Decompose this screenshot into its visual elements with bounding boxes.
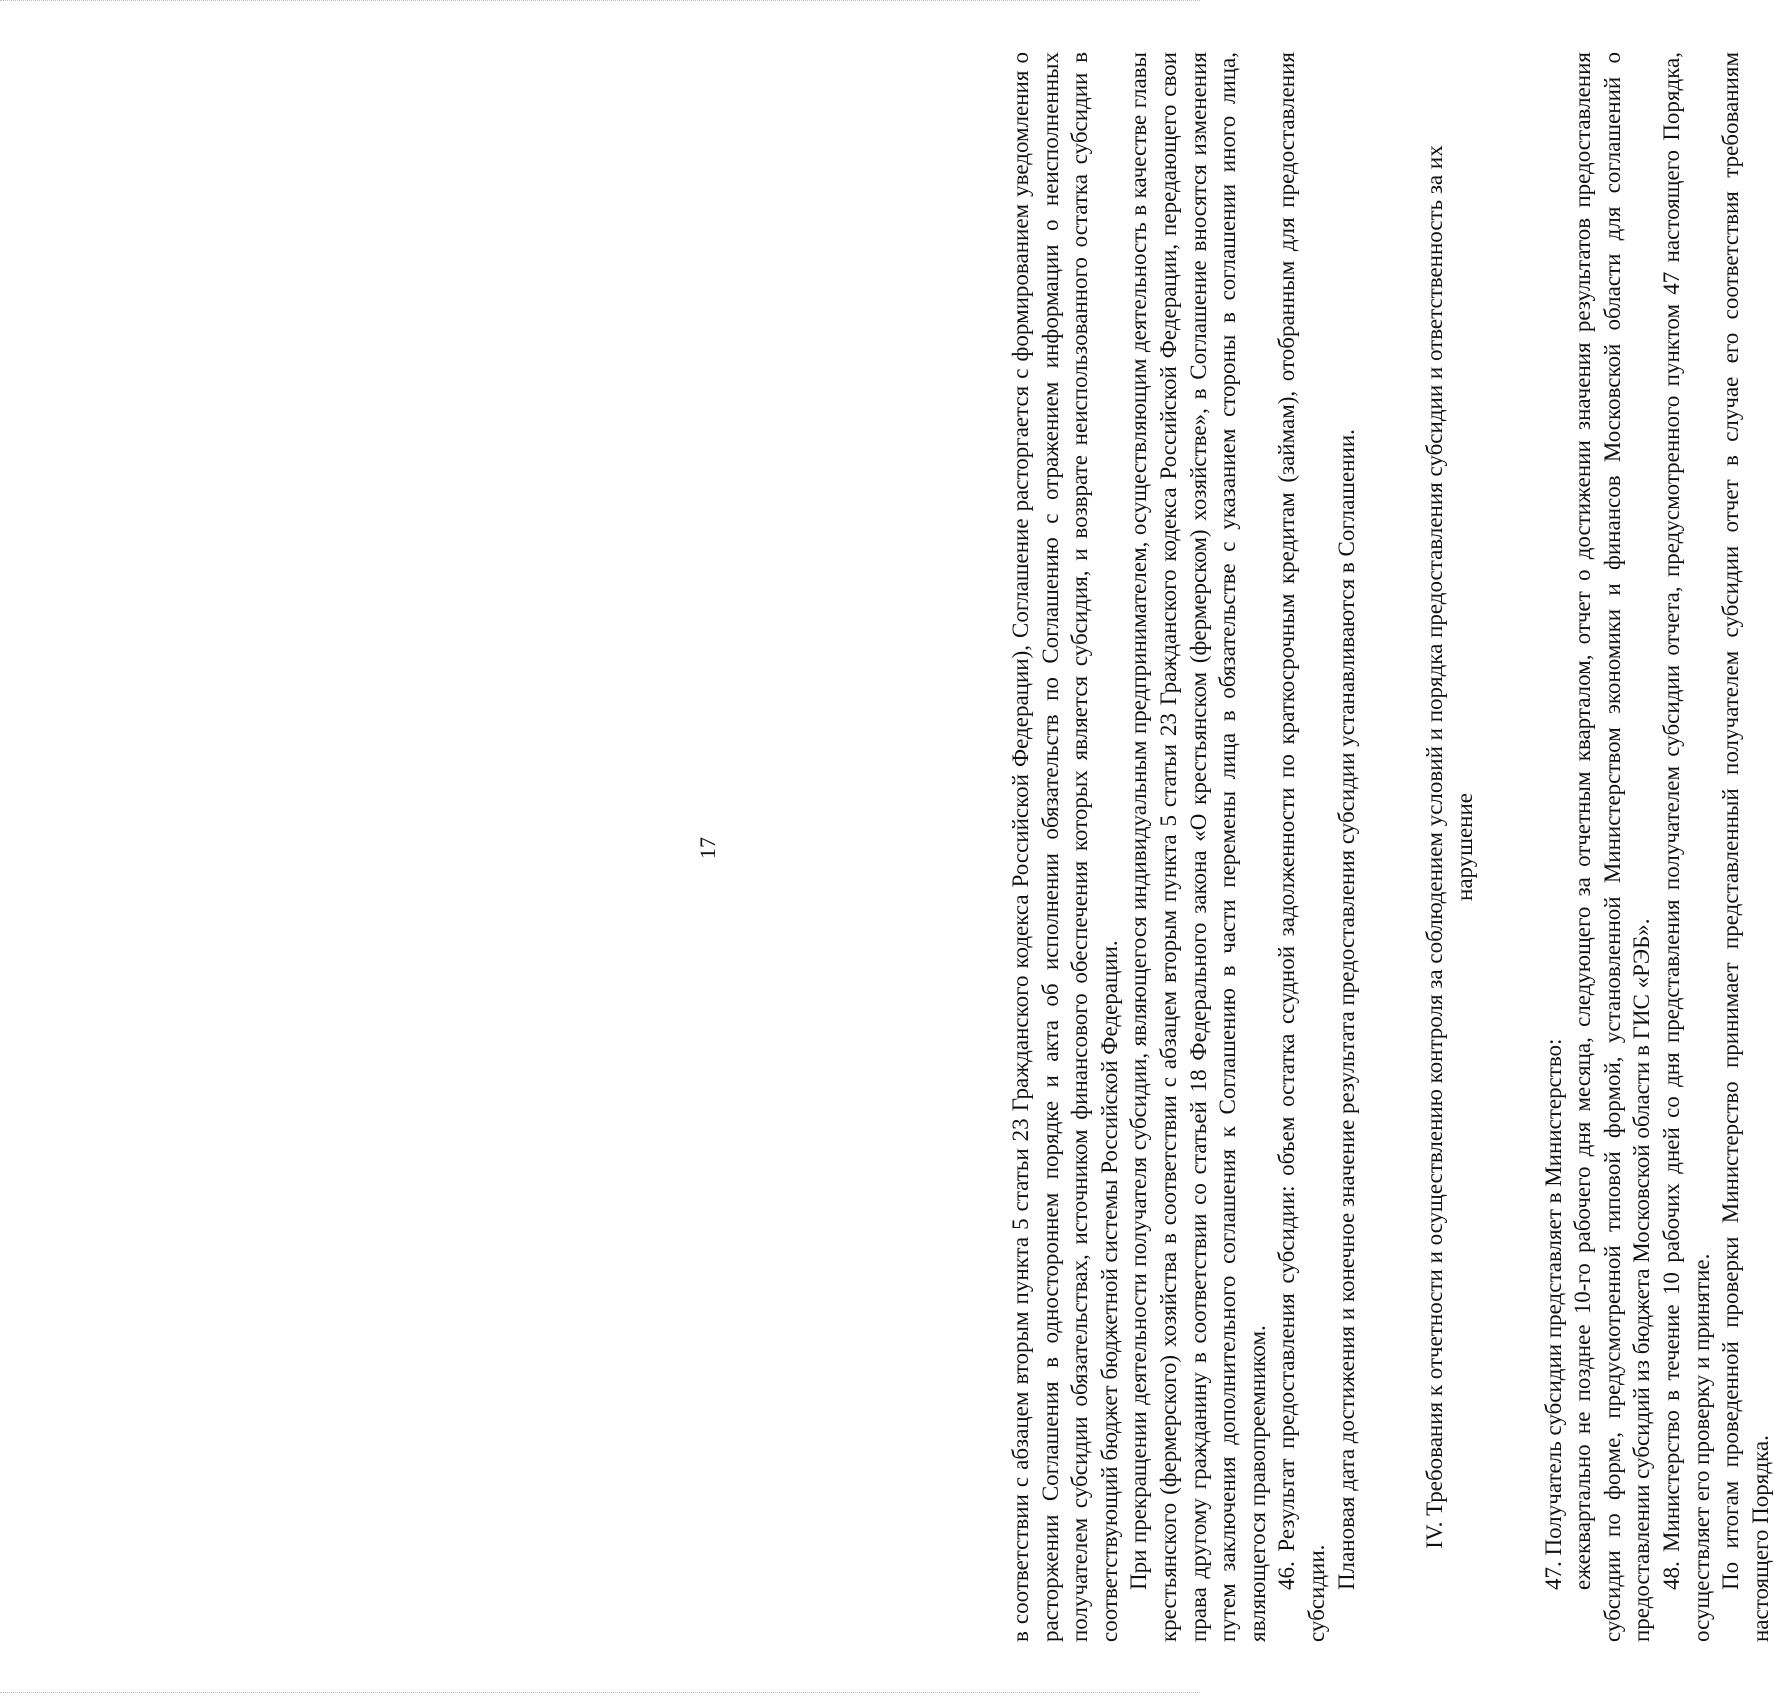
paragraph-1: в соответствии с абзацем вторым пункта 5 статьи 23 Гражданского кодекса Российской Федерации), Соглашение расторгается с формированием уведомления о расторжении Соглашения в одностороннем порядке и акта об исполнении обязательств по Соглашению с отражением информации о неисполненных получателем субсидии обязательствах, источником финансового обеспечения которых является субсидия, и возврате неиспользованного остатка субсидии в соответствующий бюджет бюджетной системы Российской Федерации. (1008, 52, 1122, 1642)
document-body (1006, 52, 1775, 1642)
spacer (1509, 52, 1539, 1642)
spacer (1480, 52, 1510, 1642)
paragraph-48: 48. Министерство в течение 10 рабочих дней со дня представления получателем субсидии отчета, предусмотренного пунктом 47 настоящего Порядка, осуществляет его проверку и принятие. (1659, 52, 1714, 1642)
paragraph-46: 46. Результат предоставления субсидии: объем остатка ссудной задолженности по краткосрочным кредитам (займам), отобранным для предоставления субсидии. (1274, 52, 1329, 1642)
paragraph-47-quarterly: ежеквартально не позднее 10-го рабочего дня месяца, следующего за отчетным кварталом, отчет о достижении значения результатов предоставления субсидии по форме, предусмотренной типовой формой, установленной Министерством экономики и финансов Московской области для соглашений о предоставлении субсидий из бюджета Московской области в ГИС «РЭБ». (1570, 52, 1655, 1642)
paragraph-46-planned-date: Плановая дата достижения и конечное значение результата предоставления субсидии устанавливаются в Соглашении. (1333, 429, 1359, 1590)
spacer (1391, 52, 1421, 1642)
section-heading: IV. Требования к отчетности и осуществлению контроля за соблюдением условий и порядка предоставления субсидии и ответственность за их нарушение (1422, 145, 1477, 1549)
scan-top-edge (0, 0, 1200, 1)
scan-bottom-edge (0, 1692, 1200, 1693)
spacer (1361, 52, 1391, 1642)
paragraph-2: При прекращении деятельности получателя субсидии, являющегося индивидуальным предпринимателем, осуществляющим деятельность в качестве главы крестьянского (фермерского) хозяйства в соответствии с абзацем вторым пункта 5 статьи 23 Гражданского кодекса Российской Федерации, передающего свои права другому гражданину в соответствии со статьей 18 Федерального закона «О крестьянском (фермерском) хозяйстве», в Соглашение вносятся изменения путем заключения дополнительного соглашения к Соглашению в части перемены лица в обязательстве с указанием стороны в соглашении иного лица, являющегося правопреемником. (1126, 52, 1270, 1642)
paragraph-47: 47. Получатель субсидии представляет в Министерство: (1540, 1038, 1566, 1590)
paragraph-48-result: По итогам проведенной проверки Министерство принимает представленный получателем субсидии отчет в случае его соответствия требованиям настоящего Порядка. (1718, 52, 1773, 1642)
page-number: 17 (695, 837, 720, 859)
